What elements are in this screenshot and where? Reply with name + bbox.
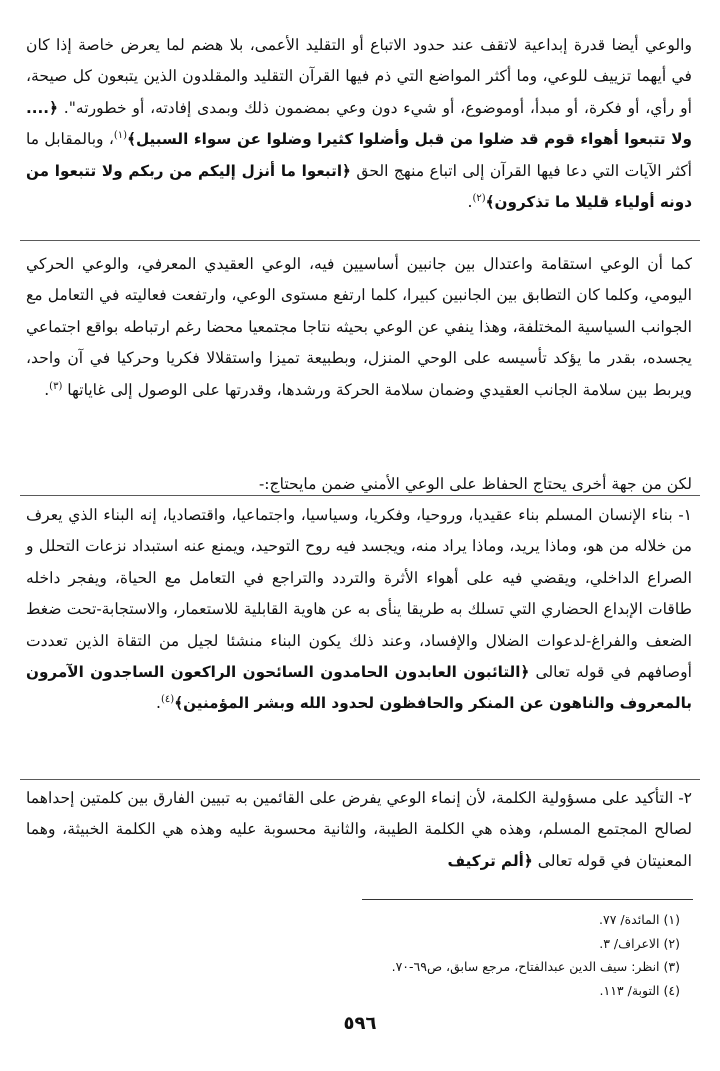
quran-quote: ﴿اتبعوا ما أنزل إليكم من ربكم ولا تتبعوا من دونه أولياء قليلا ما تذكرون﴾ <box>26 161 692 212</box>
quran-quote: ﴿.... ولا تتبعوا أهواء قوم قد ضلوا من قبل وأضلوا كثيرا وضلوا عن سواء السبيل﴾ <box>26 98 692 149</box>
list-item-building-muslim <box>26 500 692 720</box>
paragraph-consciousness-balance <box>26 249 692 406</box>
paragraph-consciousness-creativity <box>26 30 692 218</box>
quran-quote: ﴿ألم تركيف <box>447 851 533 870</box>
paragraph-text: لكن من جهة أخرى يحتاج الحفاظ على الوعي الأمني ضمن مايحتاج:- <box>258 475 692 493</box>
footnotes <box>40 908 680 1002</box>
footnote-item: (٢) الاعراف/ ٣. <box>599 935 680 951</box>
paragraph-text: ، وبالمقابل ما أكثر الآيات التي دعا فيها القرآن إلى اتباع منهج الحق <box>26 130 693 180</box>
list-item-word-responsibility <box>26 783 692 877</box>
paragraph-text: والوعي أيضا قدرة إبداعية لاتقف عند حدود الاتباع أو التقليد الأعمى، بلا هضم لما يعرض خاصة إذا كان في أيهما تزييف للوعي، وما أكثر المواضع التي ذم فيها القرآن التقليد والمقلدون الذين يتبعون كل صيحة، أو رأي، أو فكرة، أو مبدأ، أوموضوع، أو شيء دون وعي بمضمون ذلك وبمدى إفادته، أو خطورته". <box>26 36 692 117</box>
footnote-separator <box>362 899 693 900</box>
paragraph-text: ٢- التأكيد على مسؤولية الكلمة، لأن إنماء الوعي يفرض على القائمين به تبيين الفارق بين كلمتين إحداهما لصالح المجتمع المسلم، وهذه هي الكلمة الطيبة، والثانية محسوبة عليه وهذه هي الكلمة الخبيثة، وهما المعنيتان في قوله تعالى <box>26 789 692 870</box>
paragraph-text: . <box>44 380 50 399</box>
footnote-ref: (٤) <box>161 694 175 706</box>
footnote-ref: (١) <box>113 130 128 142</box>
paragraph-divider <box>20 495 700 496</box>
footnote-ref: (٣) <box>49 380 63 392</box>
paragraph-divider <box>20 240 700 241</box>
footnote-item: (٣) انظر: سيف الدين عبدالفتاح، مرجع سابق، ص٦٩-٧٠. <box>391 959 680 974</box>
footnote-item: (٤) التوبة/ ١١٣. <box>599 982 680 998</box>
page-number: ٥٩٦ <box>343 1013 377 1034</box>
quran-quote: ﴿التائبون العابدون الحامدون السائحون الراكعون الساجدون الآمرون بالمعروف والناهون عن المنكر والحافظون لحدود الله وبشر المؤمنين﴾ <box>26 663 692 713</box>
paragraph-text: . <box>156 694 162 713</box>
paragraph-text: كما أن الوعي استقامة واعتدال بين جانبين أساسيين فيه، الوعي العقيدي المعرفي، والوعي الحركي اليومي، وكلما كان التطابق بين الجانبين كبيرا، كلما ارتفع مستوى الوعي، وارتفعت فعاليته في التعامل مع الجوانب السياسية المختلفة، وهذا ينفي عن الوعي بحيثه نتاجا مجتمعيا محضا رغم ارتباطه بواقع اجتماعي يجسده، بقدر ما يؤكد تأسيسه على الوحي المنزل، وبطبيعة تميزا واستقلالا فكريا وحركيا في آن واحد، ويربط بين سلامة الجانب العقيدي وضمان سلامة الحركة ورشدها، وقدرتها على الوصول إلى غاياتها <box>26 255 692 399</box>
paragraph-text: ١- بناء الإنسان المسلم بناء عقيديا، وروحيا، وفكريا، وسياسيا، واجتماعيا، واقتصاديا، إنه البناء الذي يعرف من خلاله من هو، وماذا يريد، وماذا يراد منه، ويجسد فيه روح التوحيد، ويمنع عنه استبداد نزعات التحلل و الصراع الداخلي، ويقضي فيه على أهواء الأثرة والتردد والتراجع في التعامل مع الحياة، ويفجر داخله طاقات الإبداع الحضاري التي تسلك به طريقا ينأى به عن هاوية القابلية للاستعمار، والاستجابة-تحت ضغط الضعف والفراغ-لدعوات الضلال والإفساد، وعند ذلك يكون البناء منشئا لجيل من التقاة الذين تعددت أوصافهم في قوله تعالى <box>26 506 692 682</box>
footnote-item: (١) المائدة/ ٧٧. <box>599 912 680 927</box>
paragraph-divider <box>20 779 700 780</box>
footnote-ref: (٢) <box>472 192 486 204</box>
paragraph-text: . <box>467 193 473 212</box>
